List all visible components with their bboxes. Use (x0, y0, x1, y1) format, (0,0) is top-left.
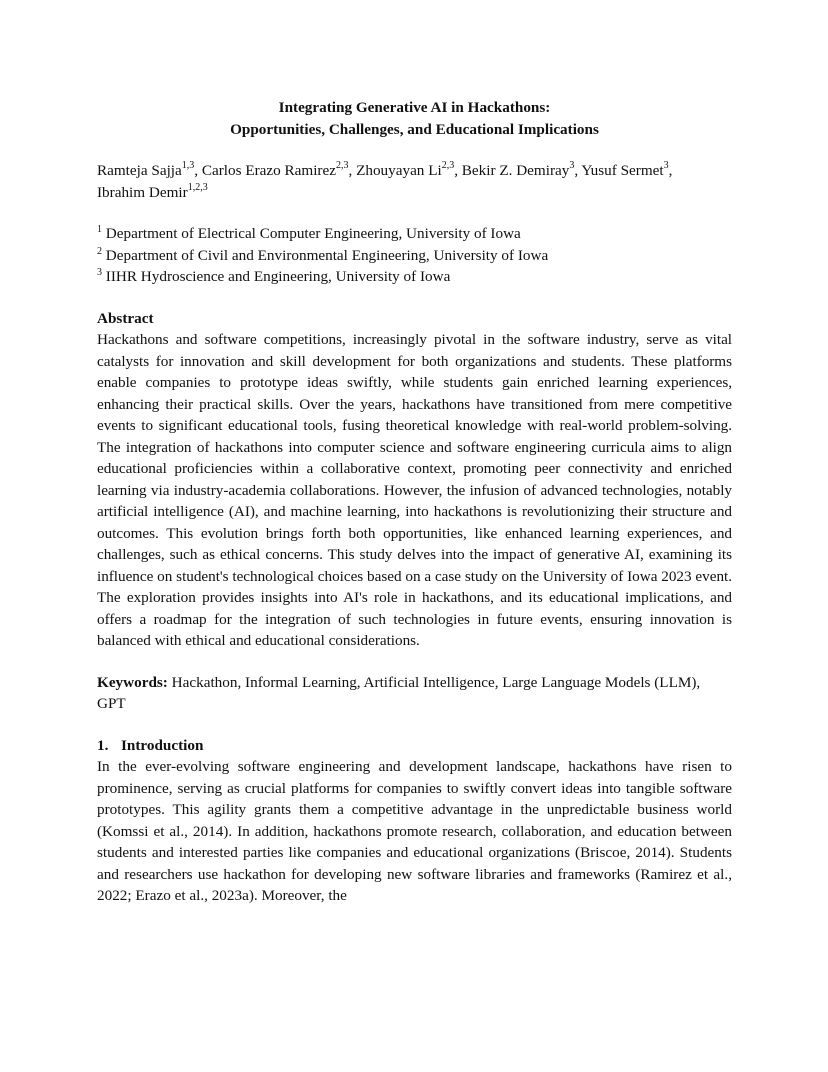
affiliation-number: 3 (97, 266, 102, 278)
author-list (97, 160, 732, 204)
author-separator: , (574, 162, 582, 179)
introduction-body: In the ever-evolving software engineering and development landscape, hackathons have risen to prominence, serving as crucial platforms for companies to swiftly convert ideas into tangible software prototypes. This agility grants them a competitive advantage in the unpredictable business world (Komssi et al., 2014). In addition, hackathons promote research, collaboration, and education between students and interested parties like companies and educational organizations (Briscoe, 2014). Students and researchers use hackathon for developing new software libraries and frameworks (Ramirez et al., 2022; Erazo et al., 2023a). Moreover, the (97, 758, 732, 904)
author-separator: , (194, 162, 202, 179)
abstract-body: Hackathons and software competitions, increasingly pivotal in the software industry, serve as vital catalysts for innovation and skill development for both organizations and students. These platforms enable companies to prototype ideas swiftly, while students gain enriched learning experiences, enhancing their practical skills. Over the years, hackathons have transitioned from mere competitive events to significant educational tools, fusing theoretical knowledge with real-world problem-solving. The integration of hackathons into computer science and software engineering curricula aims to align educational proficiencies within a collaborative context, promoting peer connectivity and enriched learning via industry-academia collaborations. However, the infusion of advanced technologies, notably artificial intelligence (AI), and machine learning, into hackathons is revolutionizing their structure and outcomes. This evolution brings forth both opportunities, like enhanced learning experiences, and challenges, such as ethical concerns. This study delves into the impact of generative AI, examining its influence on student's technological choices based on a case study on the University of Iowa 2023 event. The exploration provides insights into AI's role in hackathons, and its educational implications, and offers a roadmap for the integration of such technologies in future events, ensuring innovation is balanced with ethical and educational considerations. (97, 331, 732, 649)
author (97, 181, 208, 201)
author-name: Zhouyayan Li (356, 162, 442, 179)
author-affiliation-sup: 3 (663, 159, 669, 171)
keywords-section (97, 672, 732, 715)
abstract-heading: Abstract (97, 309, 154, 327)
affiliation-text: Department of Electrical Computer Engineering, University of Iowa (102, 225, 521, 242)
affiliation-item (97, 223, 732, 245)
author (461, 159, 582, 179)
author-name: Carlos Erazo Ramirez (201, 162, 336, 179)
affiliation-item (97, 266, 732, 288)
abstract-section (97, 308, 732, 652)
introduction-section (97, 735, 732, 907)
author-separator: , (348, 162, 357, 179)
author-affiliation-sup: 2,3 (335, 159, 349, 171)
section-title: Introduction (121, 736, 204, 754)
author-affiliation-sup: 1,2,3 (187, 181, 208, 193)
author-name: Bekir Z. Demiray (461, 162, 570, 179)
paper-title (97, 97, 732, 141)
author-affiliation-sup: 1,3 (181, 159, 195, 171)
keywords-label: Keywords: (97, 673, 168, 691)
author (201, 159, 357, 179)
affiliation-number: 2 (97, 245, 102, 257)
affiliation-list (97, 223, 732, 288)
paper-page (97, 97, 732, 907)
author-name: Ramteja Sajja (97, 162, 182, 179)
author (581, 159, 673, 179)
author-affiliation-sup: 3 (569, 159, 575, 171)
author-name: Yusuf Sermet (581, 162, 664, 179)
author-affiliation-sup: 2,3 (441, 159, 455, 171)
affiliation-number: 1 (97, 223, 102, 235)
author-separator: , (454, 162, 462, 179)
author-name: Ibrahim Demir (97, 184, 188, 201)
author (356, 159, 462, 179)
title-line-2: Opportunities, Challenges, and Educational Implications (230, 121, 599, 138)
author-separator: , (668, 162, 673, 179)
affiliation-item (97, 245, 732, 267)
affiliation-text: IIHR Hydroscience and Engineering, University of Iowa (102, 268, 451, 285)
keywords-text: Hackathon, Informal Learning, Artificial Intelligence, Large Language Models (LLM), GPT (97, 673, 701, 712)
section-number: 1. (97, 736, 109, 754)
introduction-heading (97, 735, 732, 757)
title-line-1: Integrating Generative AI in Hackathons: (278, 99, 551, 116)
affiliation-text: Department of Civil and Environmental Engineering, University of Iowa (102, 246, 549, 264)
author (97, 159, 202, 179)
